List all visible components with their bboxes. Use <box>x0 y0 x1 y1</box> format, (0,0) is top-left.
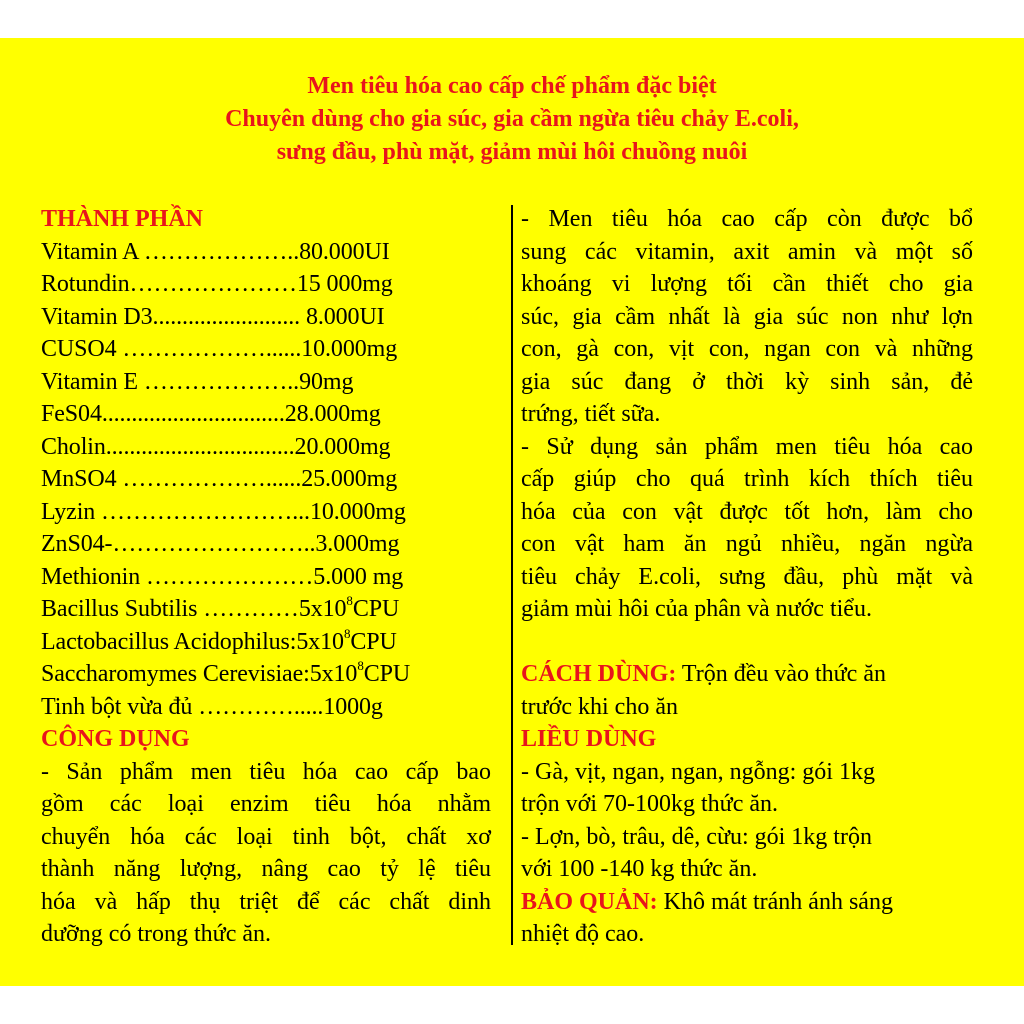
ingredient-item: Vitamin D3......................... 8.000UI <box>41 303 385 330</box>
ingredients-heading: THÀNH PHẦN <box>41 206 203 232</box>
cfu-unit: CPU <box>350 628 397 655</box>
cfu-unit: CPU <box>363 661 411 687</box>
uses-text-line: giảm mùi hôi của phân và nước tiểu. <box>521 596 872 622</box>
storage-line <box>521 886 973 919</box>
ingredient-item: Tinh bột vừa đủ ………….....1000g <box>41 693 383 720</box>
header-line-1: Men tiêu hóa cao cấp chế phẩm đặc biệt <box>307 73 717 99</box>
ingredient-item: ZnS04-……………………..3.000mg <box>41 531 400 557</box>
uses-text-line: hóa và hấp thụ triệt để các chất dinh <box>41 888 491 915</box>
uses-text-line: súc, gia cầm nhất là gia súc non như lợn <box>521 303 973 330</box>
uses-text-line: gồm các loại enzim tiêu hóa nhằm <box>41 791 491 817</box>
ingredient-item: CUSO4 ………………......10.000mg <box>41 336 398 362</box>
ingredient-item: Vitamin E ………………..90mg <box>41 368 354 395</box>
ingredient-item: Methionin …………………5.000 mg <box>41 563 404 590</box>
uses-text-line: thành năng lượng, nâng cao tỷ lệ tiêu <box>41 856 491 882</box>
ingredient-item-cfu <box>41 593 491 626</box>
uses-text-line: gia súc đang ở thời kỳ sinh sản, đẻ <box>521 368 973 395</box>
left-column <box>41 203 491 951</box>
dosage-heading: LIỀU DÙNG <box>521 726 657 752</box>
ingredient-item: Vitamin A ………………..80.000UI <box>41 238 390 265</box>
usage-text: Trộn đều vào thức ăn <box>676 661 886 687</box>
cfu-text: Bacillus Subtilis …………5x10 <box>41 596 347 622</box>
usage-text-line: trước khi cho ăn <box>521 693 678 720</box>
uses-text-line: hóa của con vật được tốt hơn, làm cho <box>521 498 973 525</box>
usage-line <box>521 658 973 691</box>
header-line-2: Chuyên dùng cho gia súc, gia cầm ngừa tiêu chảy E.coli, <box>225 106 799 132</box>
dosage-text-line: - Gà, vịt, ngan, ngan, ngỗng: gói 1kg <box>521 758 875 785</box>
cfu-exponent: 8 <box>343 625 351 641</box>
ingredient-item: Rotundin…………………15 000mg <box>41 271 393 297</box>
storage-text: Khô mát tránh ánh sáng <box>657 888 893 915</box>
uses-text-line: dưỡng có trong thức ăn. <box>41 921 271 947</box>
cfu-text: Saccharomymes Cerevisiae:5x10 <box>41 661 358 687</box>
uses-text-line: con, gà con, vịt con, ngan con và những <box>521 336 973 362</box>
uses-text-line: sung các vitamin, axit amin và một số <box>521 238 973 265</box>
cfu-exponent: 8 <box>346 593 353 608</box>
ingredient-item-cfu <box>41 658 491 691</box>
right-column <box>521 203 973 951</box>
storage-heading: BẢO QUẢN: <box>521 888 658 915</box>
ingredient-item-cfu <box>41 626 491 659</box>
column-divider <box>511 205 513 945</box>
uses-text-line: khoáng vi lượng tối cần thiết cho gia <box>521 271 973 297</box>
storage-text-line: nhiệt độ cao. <box>521 921 645 947</box>
dosage-text-line: với 100 -140 kg thức ăn. <box>521 856 758 882</box>
uses-heading: CÔNG DỤNG <box>41 726 190 752</box>
cfu-exponent: 8 <box>357 658 364 673</box>
ingredient-item: Lyzin ……………………...10.000mg <box>41 498 406 525</box>
uses-text-line: tiêu chảy E.coli, sưng đầu, phù mặt và <box>521 563 973 590</box>
uses-text-line: con vật ham ăn ngủ nhiều, ngăn ngừa <box>521 531 973 557</box>
uses-text-line: trứng, tiết sữa. <box>521 401 661 427</box>
uses-text-line: cấp giúp cho quá trình kích thích tiêu <box>521 466 973 492</box>
spacer <box>521 626 973 659</box>
uses-text-line: - Men tiêu hóa cao cấp còn được bổ <box>521 206 973 232</box>
uses-text-line: - Sản phẩm men tiêu hóa cao cấp bao <box>41 758 491 785</box>
dosage-text-line: trộn với 70-100kg thức ăn. <box>521 791 778 817</box>
header-line-3: sưng đầu, phù mặt, giảm mùi hôi chuồng nuôi <box>276 139 748 165</box>
ingredient-item: MnSO4 ………………......25.000mg <box>41 466 398 492</box>
dosage-text-line: - Lợn, bò, trâu, dê, cừu: gói 1kg trộn <box>521 823 872 850</box>
usage-heading: CÁCH DÙNG: <box>521 661 677 687</box>
cfu-unit: CPU <box>352 596 400 622</box>
ingredient-item: Cholin................................20.000mg <box>41 433 391 460</box>
cfu-text: Lactobacillus Acidophilus:5x10 <box>41 628 344 655</box>
uses-text-line: chuyển hóa các loại tinh bột, chất xơ <box>41 823 491 850</box>
uses-text-line: - Sử dụng sản phẩm men tiêu hóa cao <box>521 433 973 460</box>
ingredient-item: FeS04...............................28.000mg <box>41 401 381 427</box>
product-header <box>0 70 1024 169</box>
